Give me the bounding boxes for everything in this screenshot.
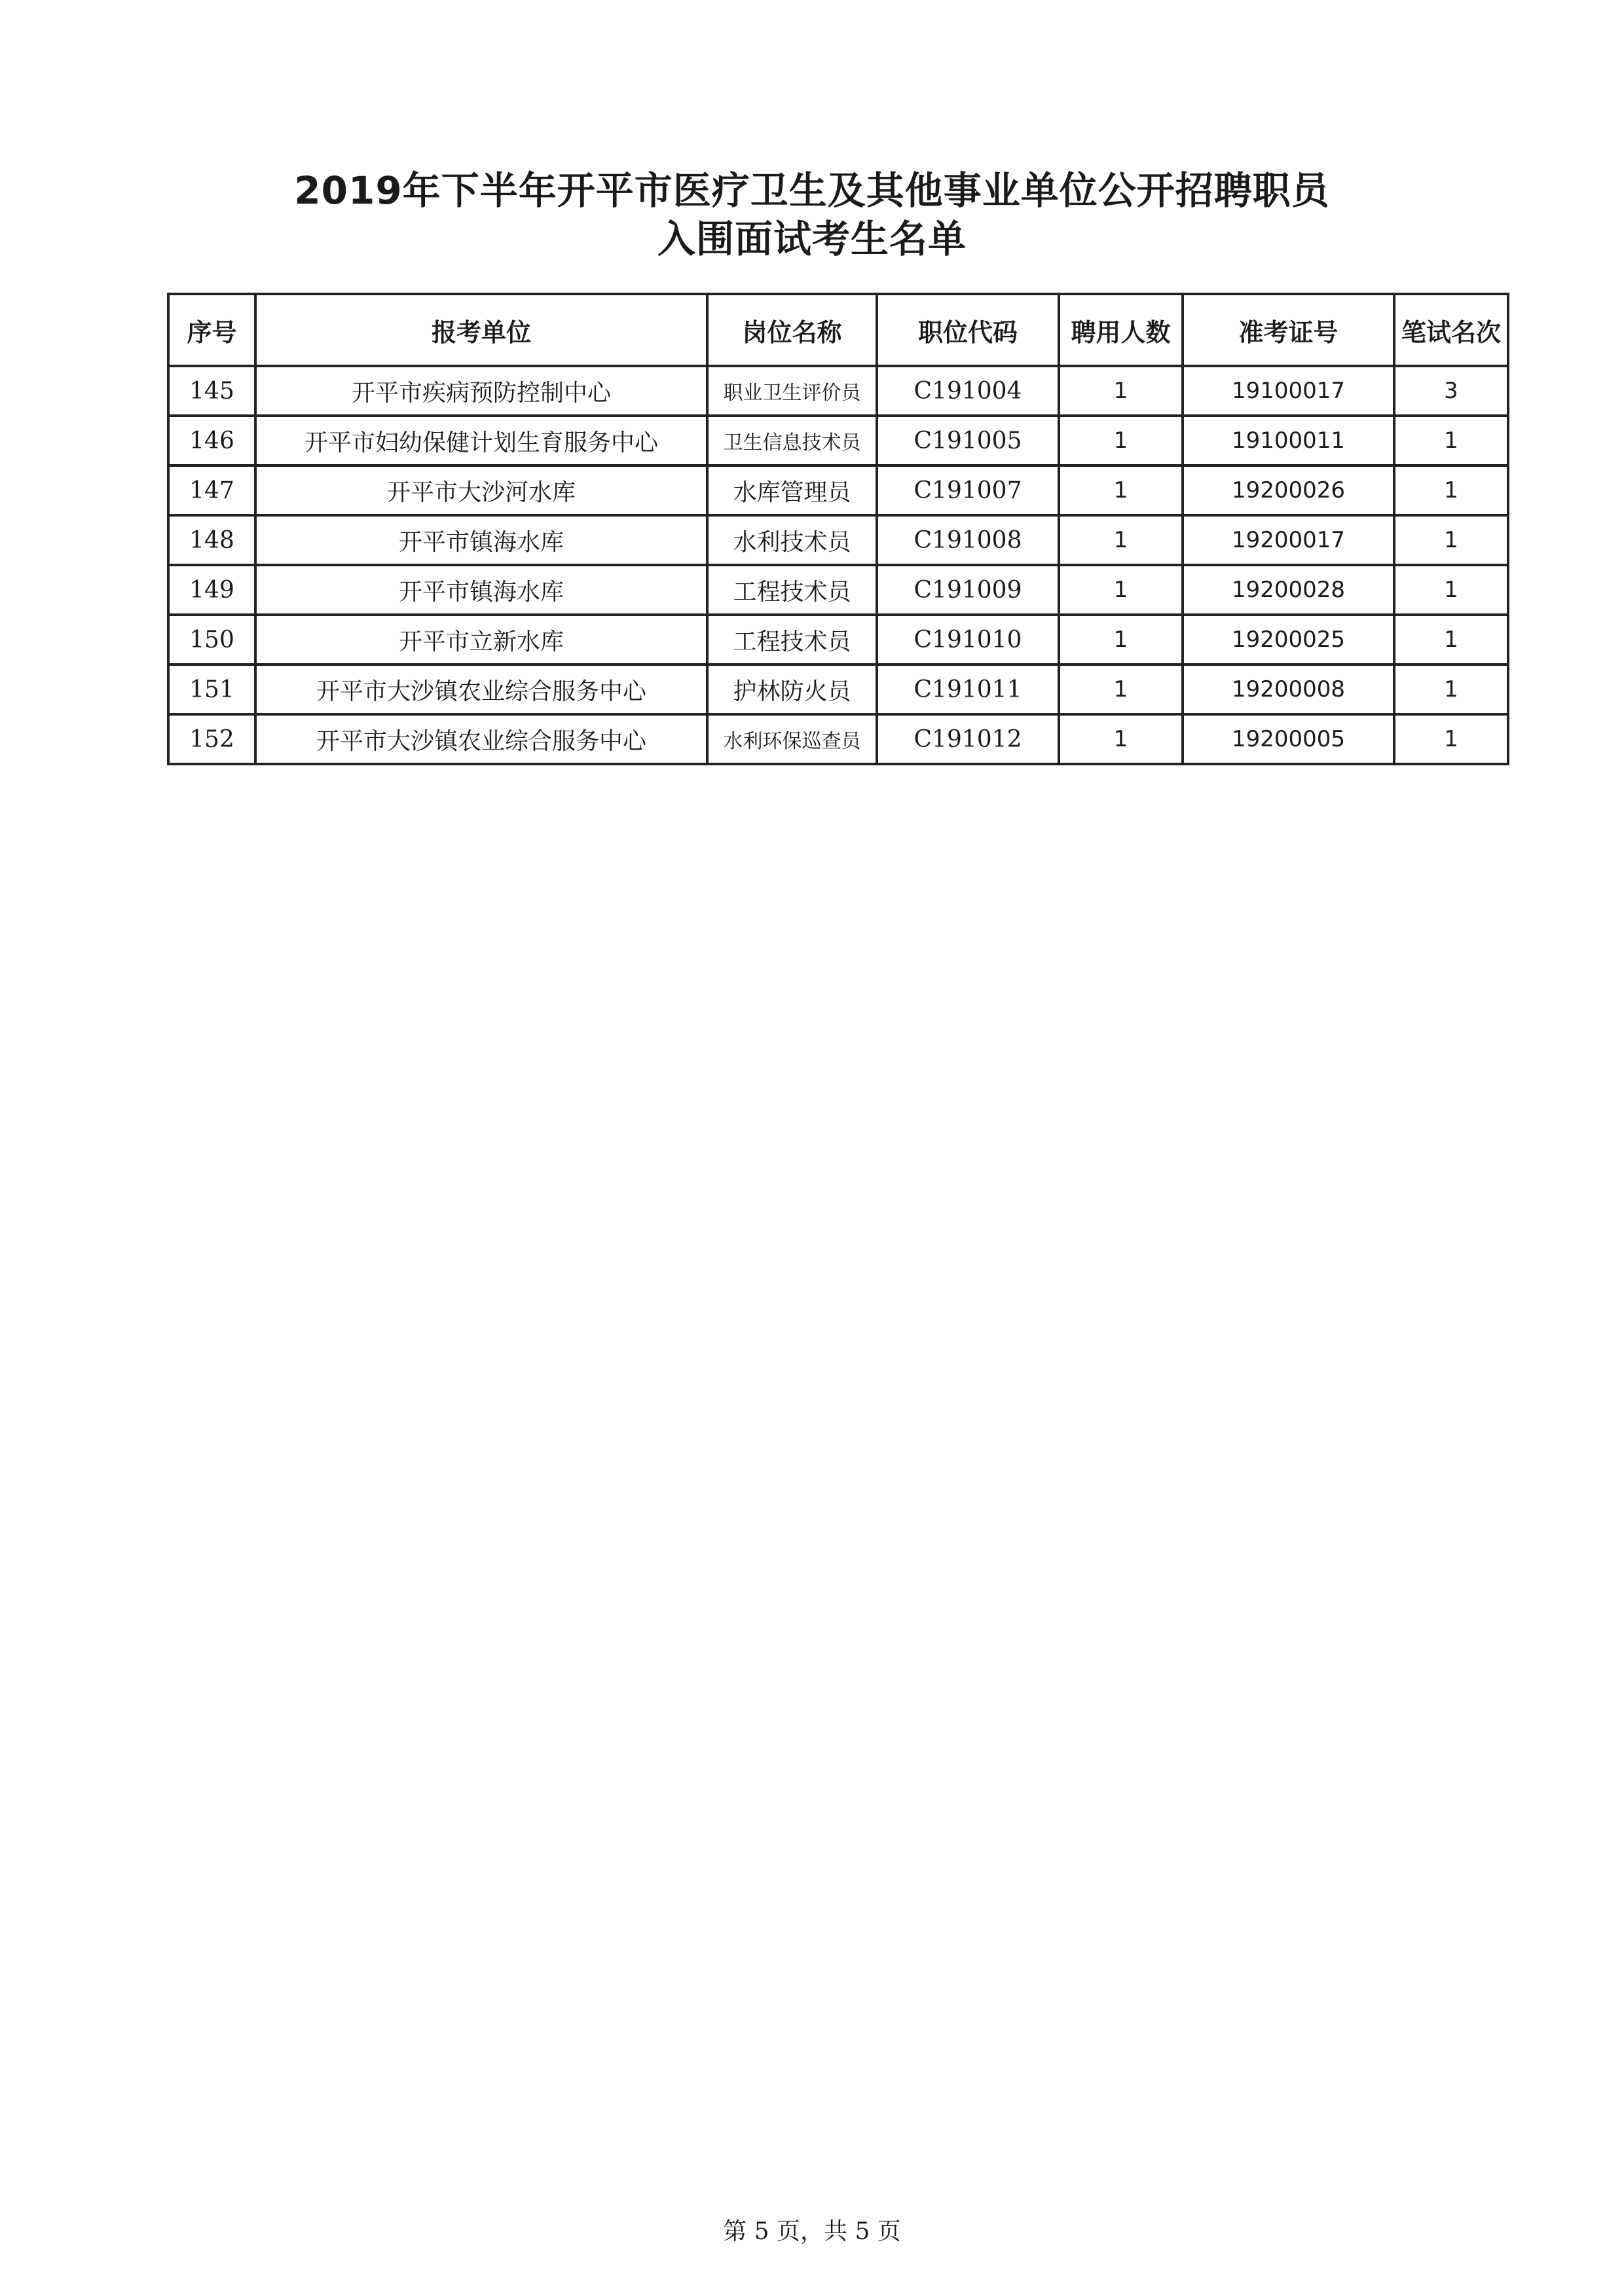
cell-position-code: C191009 [877,565,1059,615]
page-footer: 第 5 页，共 5 页 [723,2218,901,2245]
header-written-rank: 笔试名次 [1394,294,1508,366]
cell-position-code: C191008 [877,515,1059,565]
cell-position: 职业卫生评价员 [707,366,877,416]
table-row [168,515,1508,565]
cell-unit: 开平市立新水库 [255,615,707,665]
document-subtitle: 入围面试考生名单 [657,217,967,261]
table-row [168,665,1508,714]
cell-position: 水库管理员 [707,465,877,515]
cell-position-code: C191011 [877,665,1059,714]
cell-written-rank: 1 [1394,465,1508,515]
cell-written-rank: 1 [1394,416,1508,465]
header-seq: 序号 [168,294,255,366]
cell-seq: 151 [168,665,255,714]
cell-exam-id: 19100017 [1183,366,1394,416]
cell-written-rank: 1 [1394,615,1508,665]
cell-position: 水利环保巡查员 [707,714,877,764]
document-title: 2019年下半年开平市医疗卫生及其他事业单位公开招聘职员 [294,168,1330,213]
table-header-row [168,294,1508,366]
table-row [168,615,1508,665]
cell-seq: 150 [168,615,255,665]
table-row [168,565,1508,615]
cell-written-rank: 1 [1394,665,1508,714]
cell-seq: 148 [168,515,255,565]
cell-exam-id: 19200008 [1183,665,1394,714]
table-row [168,714,1508,764]
cell-written-rank: 1 [1394,515,1508,565]
cell-unit: 开平市疾病预防控制中心 [255,366,707,416]
cell-unit: 开平市镇海水库 [255,515,707,565]
candidate-table [167,293,1509,765]
cell-hire-count: 1 [1059,665,1183,714]
header-exam-id: 准考证号 [1183,294,1394,366]
cell-unit: 开平市妇幼保健计划生育服务中心 [255,416,707,465]
cell-written-rank: 1 [1394,565,1508,615]
cell-exam-id: 19200028 [1183,565,1394,615]
cell-hire-count: 1 [1059,366,1183,416]
cell-hire-count: 1 [1059,416,1183,465]
cell-unit: 开平市大沙镇农业综合服务中心 [255,665,707,714]
cell-hire-count: 1 [1059,565,1183,615]
cell-seq: 146 [168,416,255,465]
cell-exam-id: 19100011 [1183,416,1394,465]
cell-seq: 149 [168,565,255,615]
cell-position: 卫生信息技术员 [707,416,877,465]
cell-written-rank: 3 [1394,366,1508,416]
cell-seq: 147 [168,465,255,515]
cell-exam-id: 19200026 [1183,465,1394,515]
cell-position-code: C191005 [877,416,1059,465]
header-position-code: 职位代码 [877,294,1059,366]
cell-unit: 开平市大沙河水库 [255,465,707,515]
cell-hire-count: 1 [1059,615,1183,665]
cell-seq: 152 [168,714,255,764]
cell-exam-id: 19200017 [1183,515,1394,565]
cell-written-rank: 1 [1394,714,1508,764]
header-position: 岗位名称 [707,294,877,366]
header-hire-count: 聘用人数 [1059,294,1183,366]
cell-position-code: C191007 [877,465,1059,515]
cell-exam-id: 19200005 [1183,714,1394,764]
table-row [168,465,1508,515]
cell-unit: 开平市大沙镇农业综合服务中心 [255,714,707,764]
cell-position-code: C191012 [877,714,1059,764]
cell-position: 工程技术员 [707,565,877,615]
cell-position: 护林防火员 [707,665,877,714]
cell-hire-count: 1 [1059,515,1183,565]
cell-position-code: C191004 [877,366,1059,416]
cell-position: 水利技术员 [707,515,877,565]
cell-position-code: C191010 [877,615,1059,665]
table-row [168,416,1508,465]
cell-position: 工程技术员 [707,615,877,665]
cell-seq: 145 [168,366,255,416]
table-row [168,366,1508,416]
cell-unit: 开平市镇海水库 [255,565,707,615]
cell-hire-count: 1 [1059,465,1183,515]
header-unit: 报考单位 [255,294,707,366]
cell-exam-id: 19200025 [1183,615,1394,665]
cell-hire-count: 1 [1059,714,1183,764]
